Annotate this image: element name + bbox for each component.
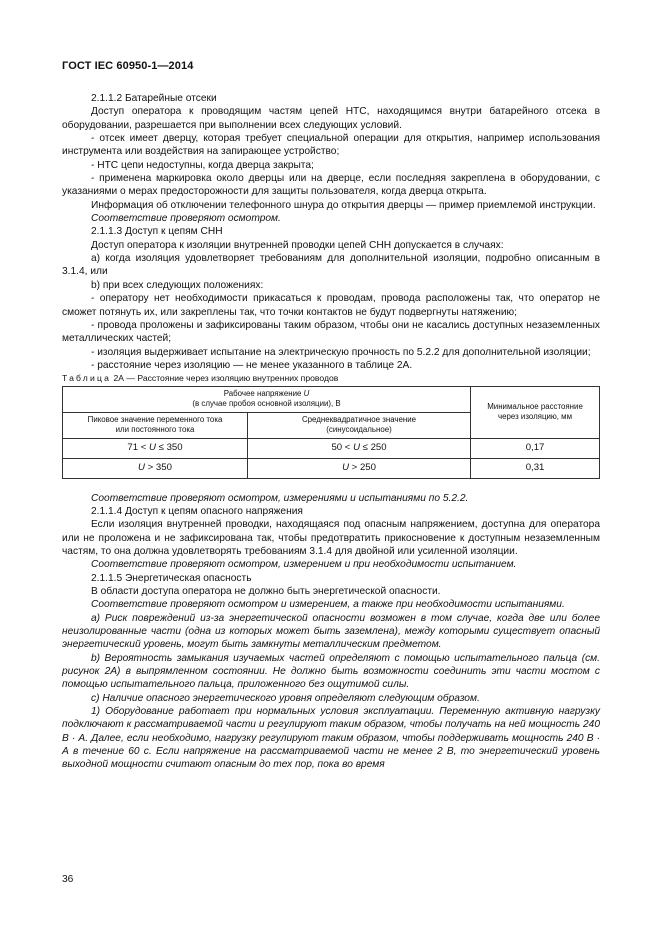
section-paragraphs-top <box>62 92 600 372</box>
page-number: 36 <box>62 874 74 885</box>
header-peak-line2: или постоянного тока <box>115 425 195 435</box>
table-title-text: 2А — Расстояние через изоляцию внутренних проводов <box>113 373 339 384</box>
header-peak <box>63 412 248 438</box>
standard-header: ГОСТ IEC 60950-1—2014 <box>62 60 194 72</box>
cell-min: 0,17 <box>471 438 600 458</box>
paragraph: а) Риск повреждений из-за энергетической опасности возможен в том случае, когда две или более неизолированные части (одна из которых может быть заземлена), между которыми существует опасный энергетический уровень, могут быть замкнуты металлическим предметом. <box>62 612 600 651</box>
header-voltage-line1: Рабочее напряжение U <box>223 388 310 398</box>
header-peak-line1: Пиковое значение переменного тока <box>87 414 223 424</box>
paragraph: 2.1.1.5 Энергетическая опасность <box>91 572 252 584</box>
paragraph: Соответствие проверяют осмотром, измерениями и испытаниями по 5.2.2. <box>91 492 469 504</box>
paragraph: Соответствие проверяют осмотром. <box>91 213 281 225</box>
paragraph: - отсек имеет дверцу, которая требует специальной операции для открытия, например использования инструмента или воздействия на запирающее устройство; <box>62 133 600 158</box>
header-min-line1: Минимальное расстояние <box>487 401 583 411</box>
paragraph: - применена маркировка около дверцы или на дверце, если последняя закреплена в оборудовании, с указаниями о мерах предосторожности для защиты пользователя, когда дверца открыта. <box>62 173 600 198</box>
header-rms-line2: (синусоидальное) <box>326 425 392 435</box>
paragraph: Соответствие проверяют осмотром и измерением, а также при необходимости испытаниями. <box>91 599 565 611</box>
table-row <box>63 438 600 458</box>
paragraph: - расстояние через изоляцию — не менее указанного в таблице 2А. <box>91 359 413 371</box>
paragraph: а) когда изоляция удовлетворяет требованиям для дополнительной изоляции, подробно описанным в 3.1.4, или <box>62 253 600 278</box>
header-rms-line1: Среднеквадратичное значение <box>301 414 417 424</box>
table-title <box>62 372 600 385</box>
header-min-line2: через изоляцию, мм <box>498 412 573 422</box>
paragraph: 1) Оборудование работает при нормальных условия эксплуатации. Переменную активную нагрузку подключают к рассматриваемой части и регулируют таким образом, чтобы получать на ней мощность 240 В · А. Далее, если необходимо, нагрузку регулируют таким образом, чтобы поддерживать мощность 240 В · А в течение 60 с. Если напряжение на рассматриваемой части не менее 2 В, то энергетический уровень выходной мощности считают опасным до тех пор, пока во время <box>62 706 600 771</box>
insulation-distance-table <box>62 386 600 479</box>
header-rms <box>248 412 471 438</box>
paragraph: - НТС цепи недоступны, когда дверца закрыта; <box>91 159 314 171</box>
document-body <box>62 92 600 772</box>
cell-peak: 71 < U ≤ 350 <box>63 438 248 458</box>
paragraph: Соответствие проверяют осмотром, измерением и при необходимости испытанием. <box>91 559 517 571</box>
paragraph: - изоляция выдерживает испытание на электрическую прочность по 5.2.2 для дополнительной изоляции; <box>91 346 591 358</box>
paragraph: 2.1.1.3 Доступ к цепям СНН <box>91 226 223 238</box>
paragraph: Доступ оператора к проводящим частям цепей НТС, находящимся внутри батарейного отсека в оборудовании, разрешается при выполнении всех следующих условий. <box>62 106 600 131</box>
paragraph: с) Наличие опасного энергетического уровня определяют следующим образом. <box>91 692 480 704</box>
cell-rms: 50 < U ≤ 250 <box>248 438 471 458</box>
paragraph: b) Вероятность замыкания изучаемых частей определяют с помощью испытательного пальца (см. рисунок 2А) в выпрямленном состоянии. Не должно быть возможности соединить эти части мостом с помощью испытательного пальца, приложенного без ощутимой силы. <box>62 652 600 691</box>
table-header-row <box>63 386 600 412</box>
paragraph: 2.1.1.4 Доступ к цепям опасного напряжения <box>91 505 303 517</box>
table-title-label: Таблица <box>62 373 112 384</box>
cell-rms: U > 250 <box>248 458 471 478</box>
paragraph: Доступ оператора к изоляции внутренней проводки цепей СНН допускается в случаях: <box>91 239 504 251</box>
paragraph: В области доступа оператора не должно быть энергетической опасности. <box>91 585 441 597</box>
table-row <box>63 458 600 478</box>
paragraph: Информация об отключении телефонного шнура до открытия дверцы — пример приемлемой инструкции. <box>91 199 596 211</box>
paragraph: - оператору нет необходимости прикасаться к проводам, провода расположены так, что оператор не сможет потянуть их, или закреплены так, что точки контактов не будут подвергнуты натяжению; <box>62 293 600 318</box>
header-voltage-line2: (в случае пробоя основной изоляции), В <box>192 399 341 409</box>
section-paragraphs-bottom <box>62 492 600 772</box>
cell-min: 0,31 <box>471 458 600 478</box>
paragraph: - провода проложены и зафиксированы таким образом, чтобы они не касались доступных незаземленных металлических частей; <box>62 319 600 345</box>
cell-peak: U > 350 <box>63 458 248 478</box>
header-min-distance <box>471 386 600 438</box>
header-working-voltage <box>63 386 471 412</box>
paragraph: Если изоляция внутренней проводки, находящаяся под опасным напряжением, доступна для оператора или не проложена и не зафиксирована так, чтобы предотвратить прикосновение к доступным незаземленным частям, то она должна удовлетворять требованиям 3.1.4 для двойной или усиленной изоляции. <box>62 519 600 557</box>
paragraph: b) при всех следующих положениях: <box>91 279 264 291</box>
paragraph: 2.1.1.2 Батарейные отсеки <box>91 93 217 104</box>
